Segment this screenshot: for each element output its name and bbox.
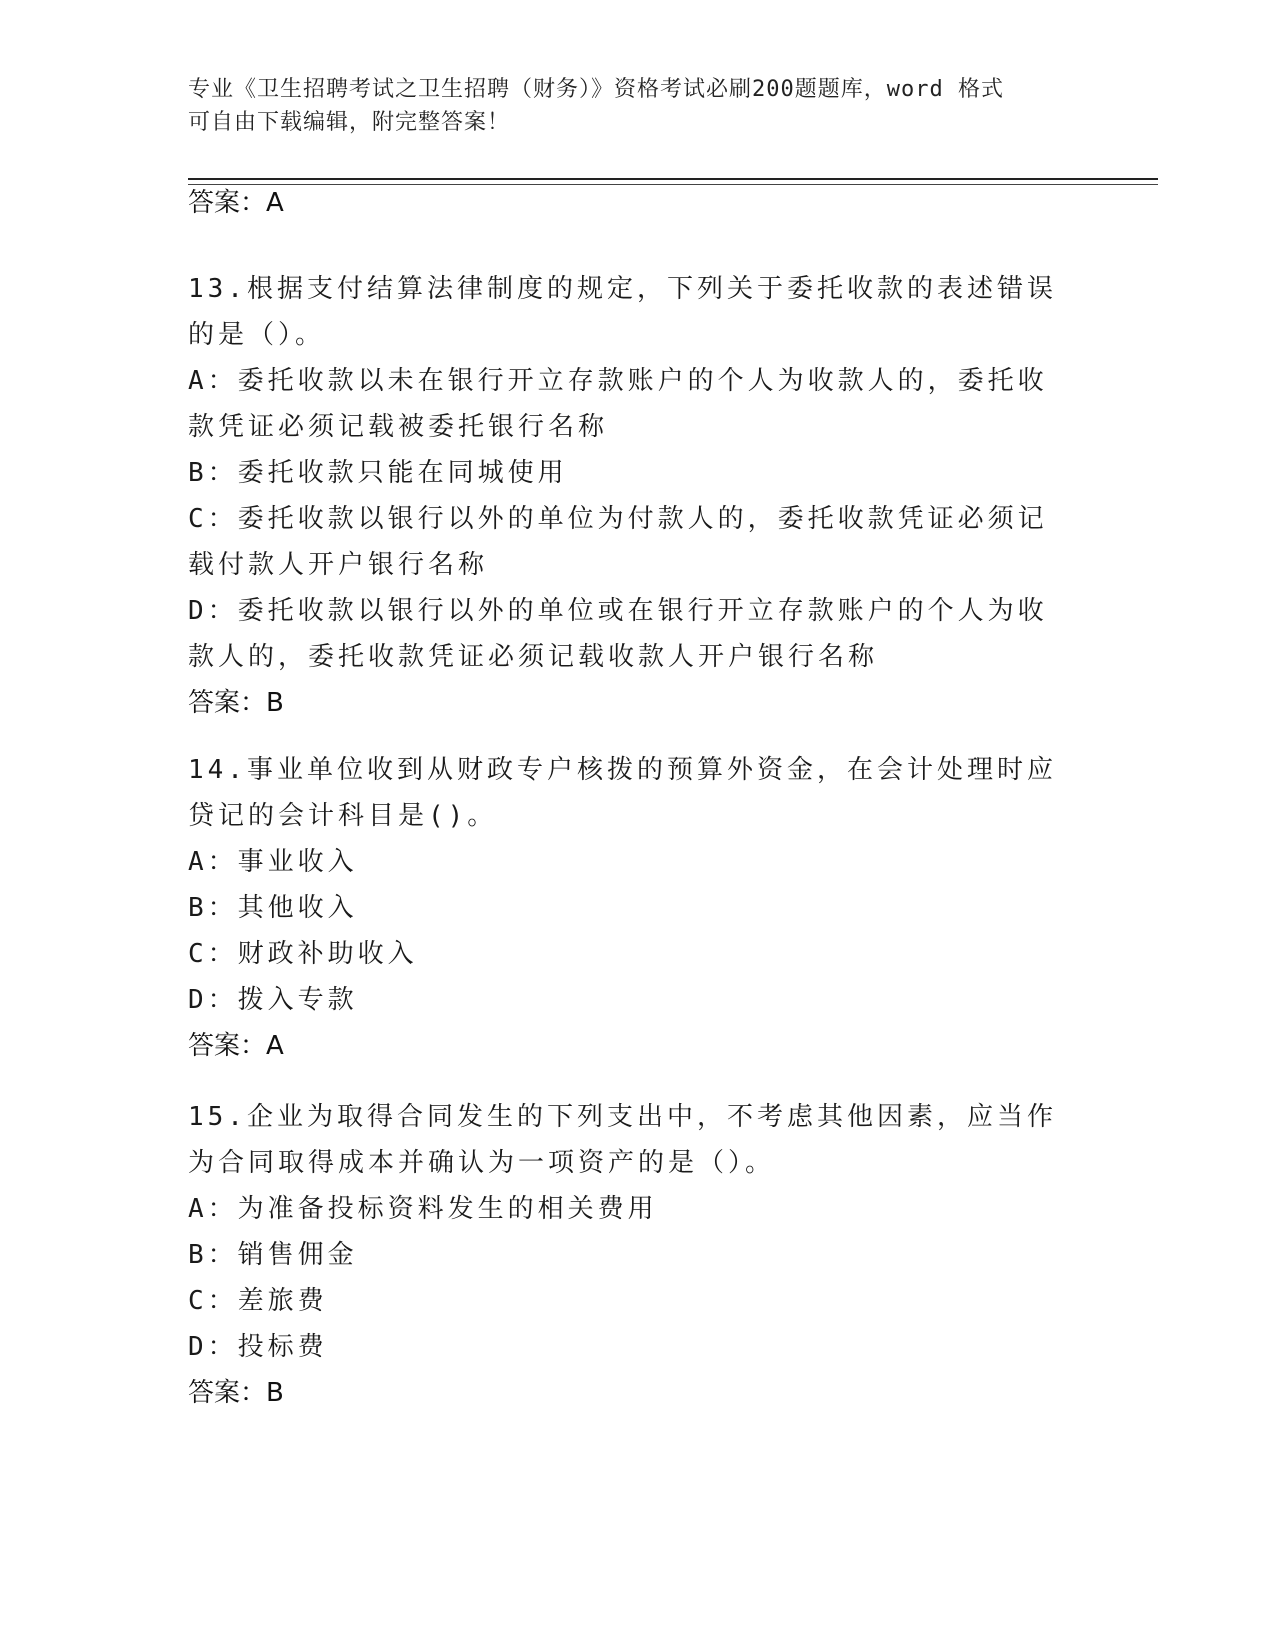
option-c: C：委托收款以银行以外的单位为付款人的，委托收款凭证必须记载付款人开户银行名称 <box>188 504 1048 580</box>
option-d: D：拨入专款 <box>188 985 358 1015</box>
question-text: 15.企业为取得合同发生的下列支出中，不考虑其他因素，应当作为合同取得成本并确认为一项资产的是（）。 <box>188 1102 1057 1178</box>
answer-label: 答案：B <box>188 1378 284 1408</box>
header-line-1: 专业《卫生招聘考试之卫生招聘（财务）》资格考试必刷200题题库，word 格式 <box>188 77 1004 102</box>
option-a: A：委托收款以未在银行开立存款账户的个人为收款人的，委托收款凭证必须记载被委托银行名称 <box>188 366 1048 442</box>
option-c: C：财政补助收入 <box>188 939 418 969</box>
question-14 <box>188 747 1068 1069</box>
previous-answer: 答案：A <box>188 188 284 218</box>
option-d: D：委托收款以银行以外的单位或在银行开立存款账户的个人为收款人的，委托收款凭证必须记载收款人开户银行名称 <box>188 596 1048 672</box>
option-a: A：为准备投标资料发生的相关费用 <box>188 1194 658 1224</box>
option-b: B：其他收入 <box>188 893 358 923</box>
question-15 <box>188 1094 1068 1416</box>
answer-label: 答案：A <box>188 1031 284 1061</box>
answer-label: 答案：B <box>188 688 284 718</box>
question-13 <box>188 266 1068 726</box>
header-rule-thick <box>188 178 1158 180</box>
option-a: A：事业收入 <box>188 847 358 877</box>
option-b: B：销售佣金 <box>188 1240 358 1270</box>
header-line-2: 可自由下载编辑，附完整答案！ <box>188 110 511 135</box>
option-b: B：委托收款只能在同城使用 <box>188 458 568 488</box>
option-c: C：差旅费 <box>188 1286 328 1316</box>
page-header <box>188 73 1068 139</box>
header-rule-thin <box>188 184 1158 185</box>
question-text: 13.根据支付结算法律制度的规定，下列关于委托收款的表述错误的是（）。 <box>188 274 1057 350</box>
question-text: 14.事业单位收到从财政专户核拨的预算外资金，在会计处理时应贷记的会计科目是()。 <box>188 755 1057 831</box>
option-d: D：投标费 <box>188 1332 328 1362</box>
